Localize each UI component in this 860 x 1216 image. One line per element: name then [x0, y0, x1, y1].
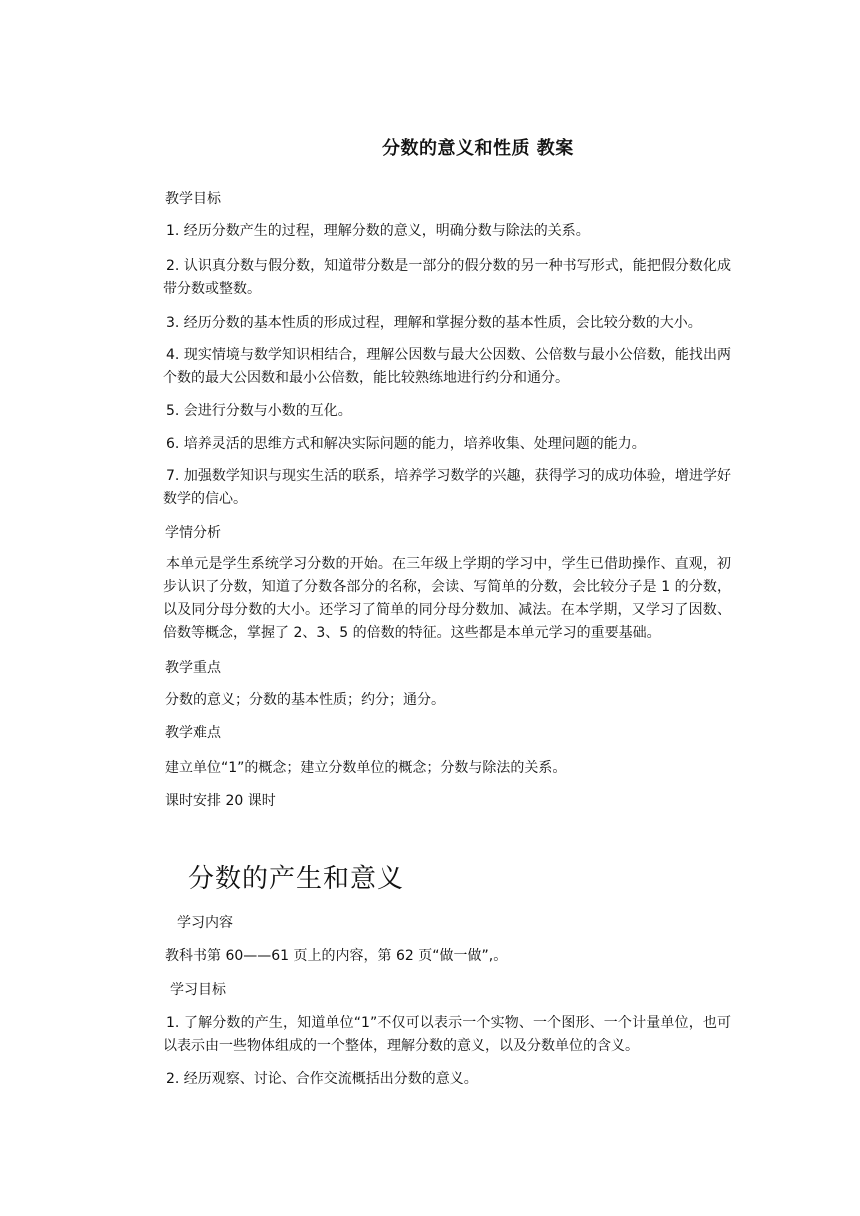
goal-item-6: 6. 培养灵活的思维方式和解决实际问题的能力，培养收集、处理问题的能力。: [166, 436, 646, 452]
analysis-label: 学情分析: [165, 525, 221, 541]
analysis-paragraph: 本单元是学生系统学习分数的开始。在三年级上学期的学习中，学生已借助操作、直观，初步认识了分数，知道了分数各部分的名称，会读、写简单的分数，会比较分子是 1 的分数，以及同分母分数的大小。还学习了简单的同分母分数加、减法。在本学期，又学习了因数、倍数等概念，掌握了 2、3、5 的倍数的特征。这些都是本单元学习的重要基础。: [163, 556, 731, 641]
document-title: 分数的意义和性质 教案: [382, 138, 574, 159]
learning-content-text: 教科书第 60——61 页上的内容，第 62 页“做一做”,。: [165, 948, 508, 964]
goal-item-1: 1. 经历分数产生的过程，理解分数的意义，明确分数与除法的关系。: [166, 223, 590, 239]
schedule-text: 课时安排 20 课时: [165, 793, 276, 809]
key-points-label: 教学重点: [165, 660, 221, 676]
learning-goals-label: 学习目标: [170, 982, 226, 998]
goal-item-4: 4. 现实情境与数学知识相结合，理解公因数与最大公因数、公倍数与最小公倍数，能找出两个数的最大公因数和最小公倍数，能比较熟练地进行约分和通分。: [163, 347, 731, 386]
difficulty-text: 建立单位“1”的概念；建立分数单位的概念；分数与除法的关系。: [165, 760, 567, 776]
section-heading: 分数的产生和意义: [188, 864, 405, 894]
difficulty-label: 教学难点: [165, 725, 221, 741]
goal-item-2: 2. 认识真分数与假分数，知道带分数是一部分的假分数的另一种书写形式，能把假分数化成带分数或整数。: [163, 258, 731, 297]
goal-item-7: 7. 加强数学知识与现实生活的联系，培养学习数学的兴趣，获得学习的成功体验，增进学好数学的信心。: [163, 468, 731, 507]
learning-goal-item-2: 2. 经历观察、讨论、合作交流概括出分数的意义。: [166, 1071, 478, 1087]
goal-item-5: 5. 会进行分数与小数的互化。: [166, 403, 352, 419]
key-points-text: 分数的意义；分数的基本性质；约分；通分。: [165, 692, 445, 708]
learning-goal-item-1: 1. 了解分数的产生，知道单位“1”不仅可以表示一个实物、一个图形、一个计量单位，也可以表示由一些物体组成的一个整体，理解分数的意义，以及分数单位的含义。: [163, 1015, 731, 1054]
learning-content-label: 学习内容: [177, 915, 233, 931]
teaching-goals-label: 教学目标: [165, 191, 221, 207]
goal-item-3: 3. 经历分数的基本性质的形成过程，理解和掌握分数的基本性质，会比较分数的大小。: [166, 315, 702, 331]
